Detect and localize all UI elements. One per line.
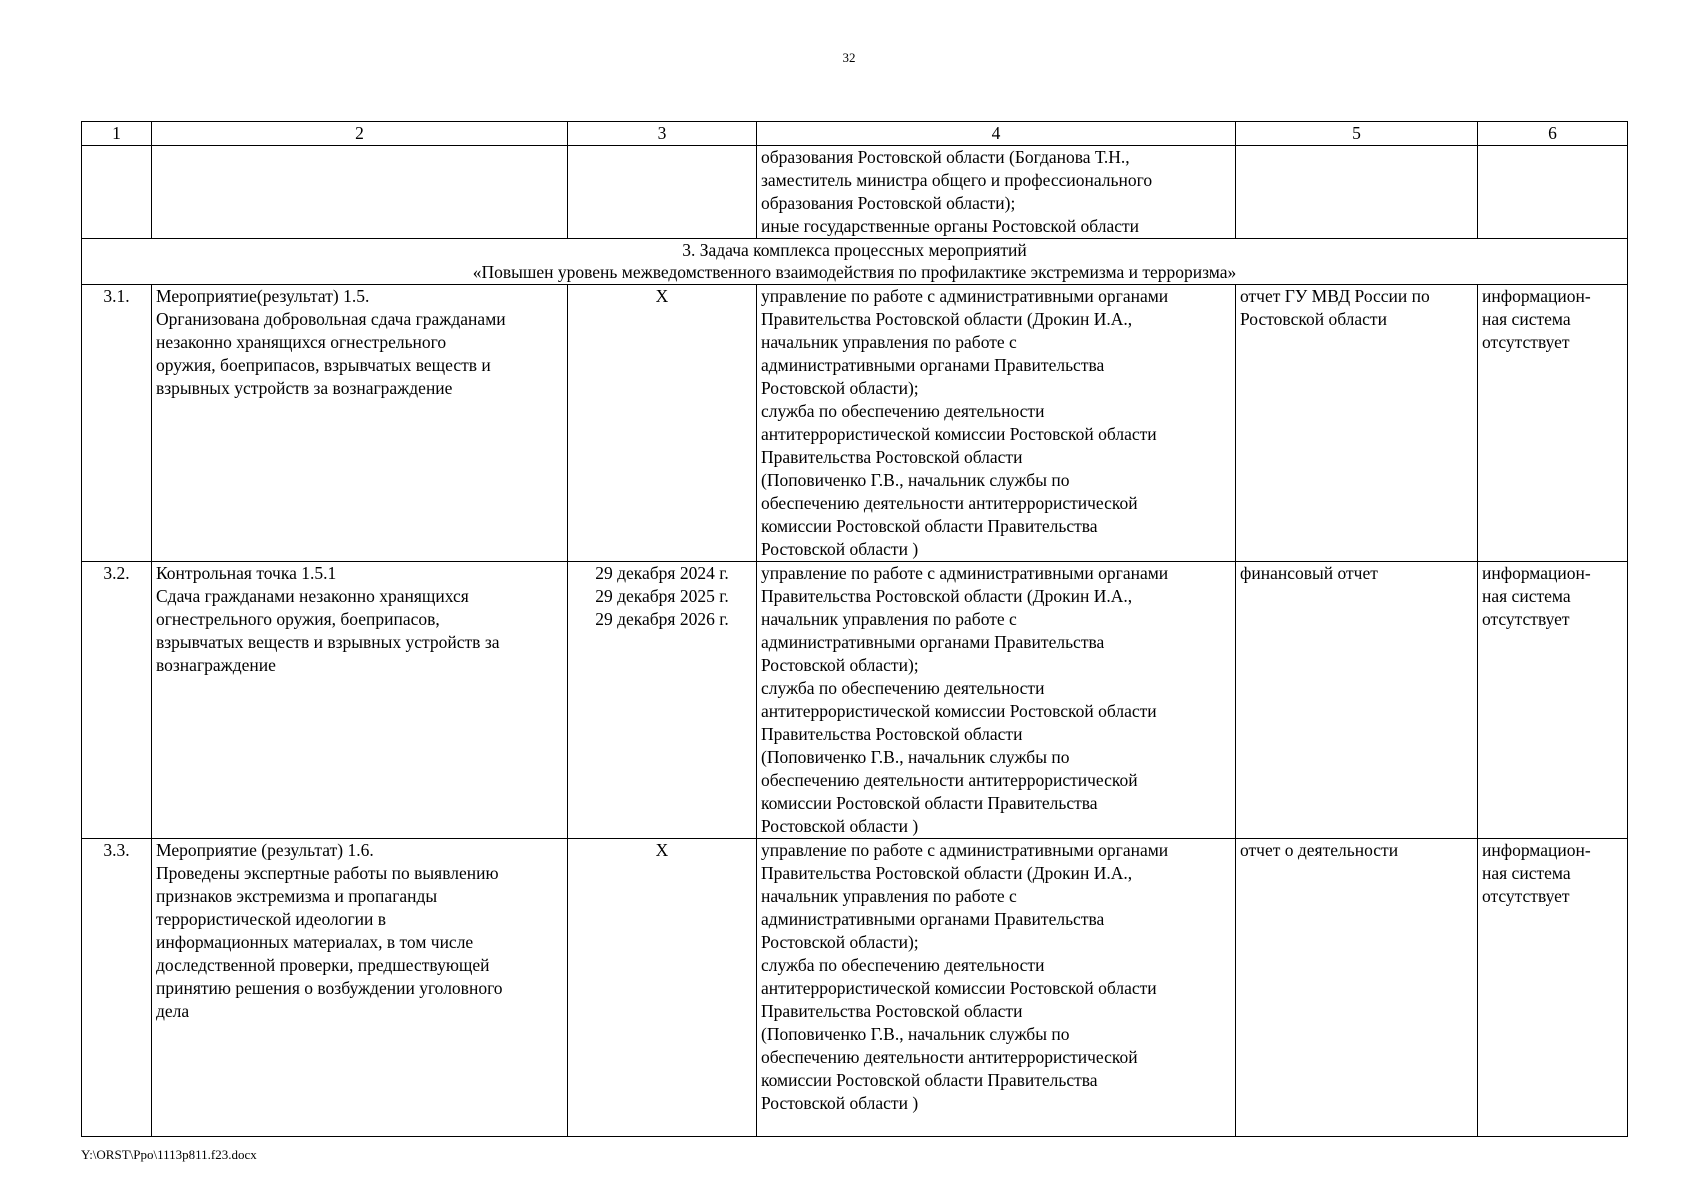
column-header: 4: [757, 122, 1236, 146]
cell-responsible: управление по работе с административными органами Правительства Ростовской области (Дрокин И.А., начальник управления по работе с административными органами Правительства Ростовской области); служба по обеспечению деятельности антитеррористической комиссии Ростовской области Правительства Ростовской области (Поповиченко Г.В., начальник службы по обеспечению деятельности антитеррористической комиссии Ростовской области Правительства Ростовской области ): [757, 562, 1236, 839]
column-header: 6: [1478, 122, 1628, 146]
column-header: 2: [152, 122, 568, 146]
cell-system: информацион- ная система отсутствует: [1478, 285, 1628, 562]
column-header: 5: [1236, 122, 1478, 146]
column-header: 3: [568, 122, 757, 146]
table-row: [82, 562, 1628, 839]
cell-document: [1236, 146, 1478, 239]
table-row: [82, 839, 1628, 1137]
cell-number: [82, 146, 152, 239]
section-title-cell: [82, 239, 1628, 285]
cell-document: финансовый отчет: [1236, 562, 1478, 839]
table-header-row: [82, 122, 1628, 146]
cell-name: Мероприятие (результат) 1.6. Проведены экспертные работы по выявлению признаков экстремизма и пропаганды террористической идеологии в информационных материалах, в том числе доследственной проверки, предшествующей принятию решения о возбуждении уголовного дела: [152, 839, 568, 1137]
cell-number: 3.3.: [82, 839, 152, 1137]
cell-document: отчет о деятельности: [1236, 839, 1478, 1137]
cell-responsible: образования Ростовской области (Богданова Т.Н., заместитель министра общего и профессионального образования Ростовской области); иные государственные органы Ростовской области: [757, 146, 1236, 239]
cell-name: Контрольная точка 1.5.1 Сдача гражданами незаконно хранящихся огнестрельного оружия, боеприпасов, взрывчатых веществ и взрывных устройств за вознаграждение: [152, 562, 568, 839]
cell-responsible: управление по работе с административными органами Правительства Ростовской области (Дрокин И.А., начальник управления по работе с административными органами Правительства Ростовской области); служба по обеспечению деятельности антитеррористической комиссии Ростовской области Правительства Ростовской области (Поповиченко Г.В., начальник службы по обеспечению деятельности антитеррористической комиссии Ростовской области Правительства Ростовской области ): [757, 285, 1236, 562]
cell-system: информацион- ная система отсутствует: [1478, 562, 1628, 839]
cell-date: [568, 146, 757, 239]
cell-name: Мероприятие(результат) 1.5. Организована добровольная сдача гражданами незаконно хранящихся огнестрельного оружия, боеприпасов, взрывчатых веществ и взрывных устройств за вознаграждение: [152, 285, 568, 562]
measures-table: [81, 121, 1628, 1137]
table-row-continuation: [82, 146, 1628, 239]
cell-number: 3.2.: [82, 562, 152, 839]
cell-date: 29 декабря 2024 г. 29 декабря 2025 г. 29 декабря 2026 г.: [568, 562, 757, 839]
file-path-footer: Y:\ORST\Ppo\1113p811.f23.docx: [81, 1147, 257, 1162]
cell-system: информацион- ная система отсутствует: [1478, 839, 1628, 1137]
cell-name: [152, 146, 568, 239]
cell-date: X: [568, 285, 757, 562]
cell-responsible: управление по работе с административными органами Правительства Ростовской области (Дрокин И.А., начальник управления по работе с административными органами Правительства Ростовской области); служба по обеспечению деятельности антитеррористической комиссии Ростовской области Правительства Ростовской области (Поповиченко Г.В., начальник службы по обеспечению деятельности антитеррористической комиссии Ростовской области Правительства Ростовской области ): [757, 839, 1236, 1137]
section-subtitle: «Повышен уровень межведомственного взаимодействия по профилактике экстремизма и терроризма»: [472, 262, 1237, 282]
cell-date: X: [568, 839, 757, 1137]
column-header: 1: [82, 122, 152, 146]
cell-system: [1478, 146, 1628, 239]
page-number: 32: [842, 50, 856, 65]
section-row: [82, 239, 1628, 285]
section-title: 3. Задача комплекса процессных мероприятий: [682, 240, 1027, 260]
cell-document: отчет ГУ МВД России по Ростовской области: [1236, 285, 1478, 562]
cell-number: 3.1.: [82, 285, 152, 562]
table-row: [82, 285, 1628, 562]
